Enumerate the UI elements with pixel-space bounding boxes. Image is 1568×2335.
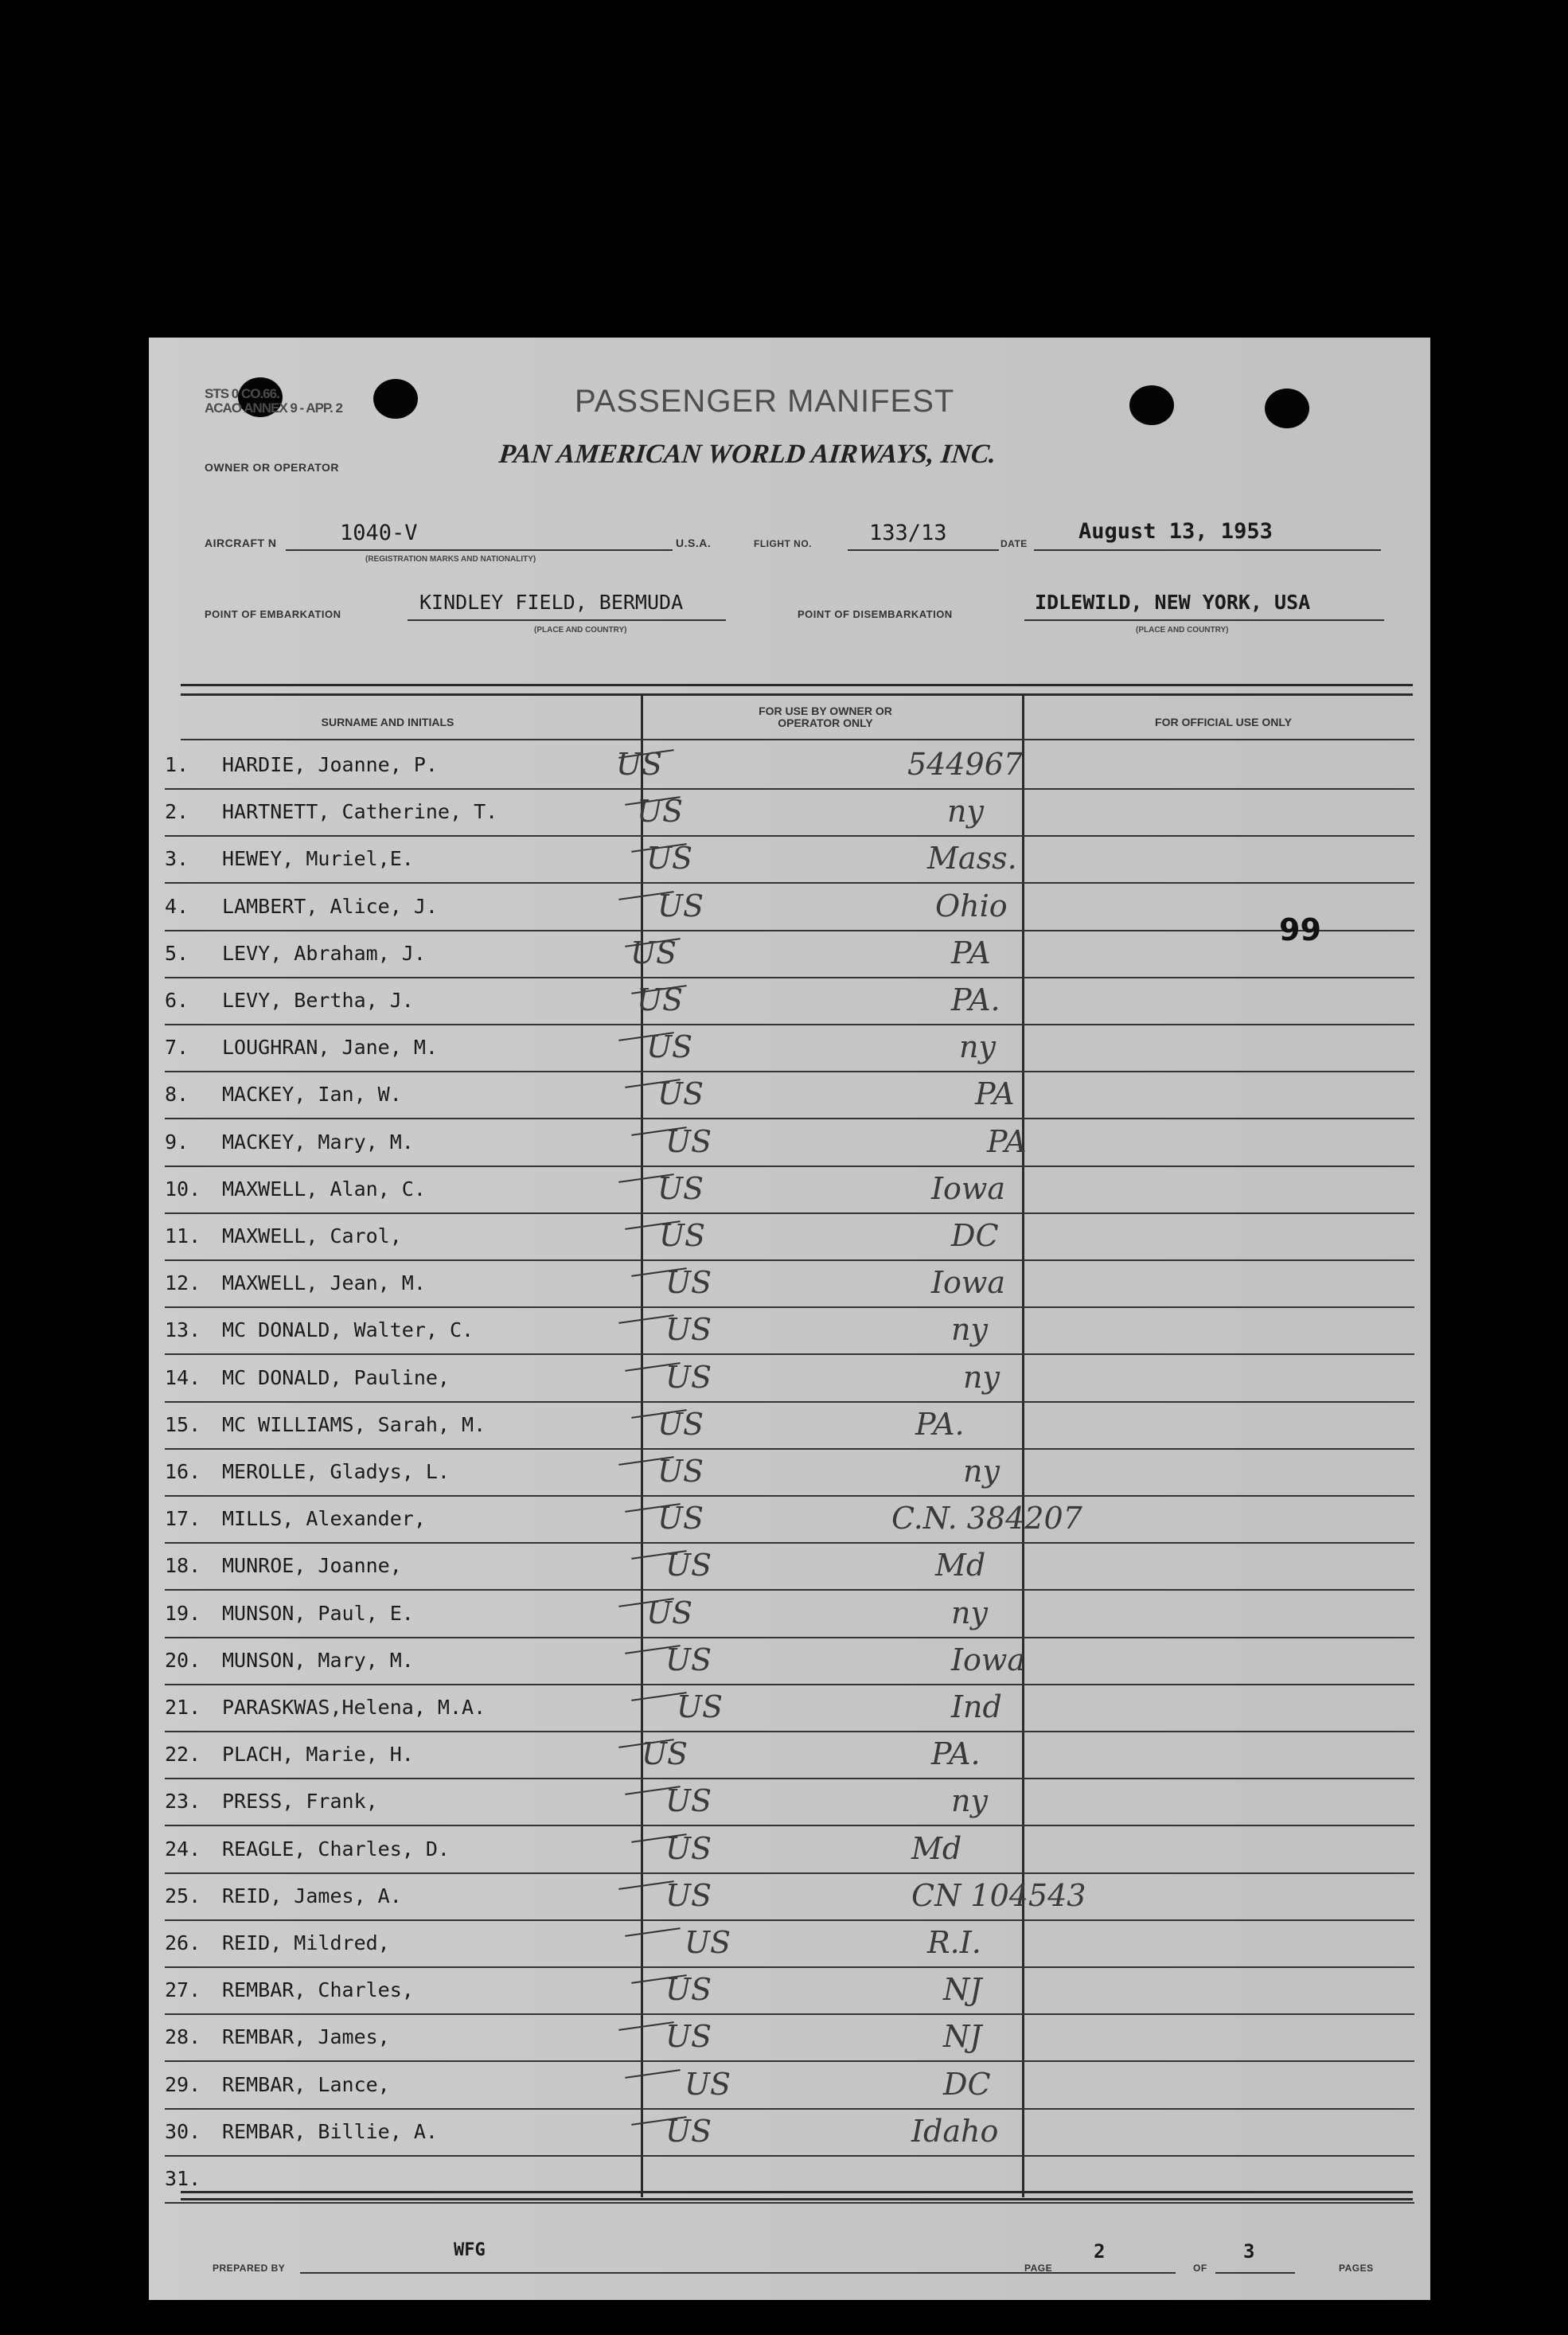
official-use-entry: NJ — [943, 1972, 982, 2008]
form-code-line1: STS 0 CO.66. — [205, 386, 279, 401]
passenger-name — [165, 895, 438, 918]
page-number: 2 — [1094, 2240, 1106, 2263]
passenger-name-text: MUNSON, Paul, E. — [222, 1601, 414, 1625]
row-number: 11. — [165, 1224, 201, 1248]
owner-use-entry: US — [657, 888, 704, 923]
check-mark — [625, 2069, 681, 2079]
punch-hole-2 — [373, 379, 418, 419]
table-row — [165, 1025, 1414, 1072]
embark-label: POINT OF EMBARKATION — [205, 608, 341, 620]
passenger-name-text: MILLS, Alexander, — [222, 1507, 426, 1531]
table-row — [165, 1307, 1414, 1355]
table-top-border — [181, 684, 1413, 696]
passenger-name-text: MEROLLE, Gladys, L. — [222, 1460, 450, 1483]
owner-use-entry: US — [657, 1076, 704, 1112]
owner-use-entry: US — [665, 1548, 712, 1583]
form-code-line2: ACAO ANNEX 9 - APP. 2 — [205, 400, 342, 416]
table-row — [165, 978, 1414, 1025]
pages-label: PAGES — [1339, 2263, 1374, 2274]
official-use-entry: Iowa — [951, 1642, 1026, 1677]
date-label: DATE — [1000, 538, 1028, 549]
row-number: 13. — [165, 1318, 201, 1342]
passenger-name-text: MACKEY, Ian, W. — [222, 1083, 402, 1107]
owner-use-entry: US — [665, 2019, 712, 2055]
row-number: 9. — [165, 1130, 189, 1154]
table-row — [165, 1402, 1414, 1450]
official-use-entry: Md — [911, 1830, 962, 1866]
official-use-entry: ny — [947, 794, 984, 830]
airline-name: PAN AMERICAN WORLD AIRWAYS, INC. — [497, 439, 998, 469]
passenger-name-text: REID, Mildred, — [222, 1931, 390, 1954]
passenger-name-text: LAMBERT, Alice, J. — [222, 894, 438, 918]
of-number: 3 — [1243, 2240, 1255, 2263]
table-row — [165, 836, 1414, 884]
owner-use-entry: US — [657, 1406, 704, 1442]
row-number: 12. — [165, 1271, 201, 1295]
official-use-entry: C.N. 384207 — [891, 1501, 1082, 1536]
embark-sub-label: (PLACE AND COUNTRY) — [534, 626, 627, 635]
passenger-name-text: REID, James, A. — [222, 1884, 402, 1907]
passenger-name — [165, 847, 414, 870]
table-row — [165, 1213, 1414, 1261]
official-use-entry: Ohio — [935, 888, 1008, 923]
passenger-name — [165, 1036, 438, 1059]
official-use-entry: PA — [975, 1076, 1015, 1112]
prepared-by-value: WFG — [454, 2240, 486, 2260]
official-use-entry: ny — [959, 1029, 996, 1065]
column-header-owner-use: FOR USE BY OWNER OR OPERATOR ONLY — [759, 705, 892, 729]
owner-use-entry: US — [665, 1783, 712, 1819]
passenger-name — [165, 2025, 390, 2048]
check-mark — [625, 1927, 681, 1937]
count-annotation: 99 — [1279, 912, 1321, 947]
passenger-name-text: MAXWELL, Jean, M. — [222, 1271, 426, 1295]
disembark-value: IDLEWILD, NEW YORK, USA — [1035, 591, 1311, 614]
passenger-name — [165, 1837, 450, 1861]
disembark-underline — [1024, 619, 1384, 621]
row-number: 18. — [165, 1554, 201, 1578]
passenger-name-text: REMBAR, James, — [222, 2025, 390, 2049]
official-use-entry: ny — [951, 1312, 988, 1348]
disembark-sub-label: (PLACE AND COUNTRY) — [1136, 626, 1229, 635]
row-number: 15. — [165, 1412, 201, 1436]
row-number: 19. — [165, 1601, 201, 1625]
official-use-entry: ny — [963, 1454, 1000, 1489]
passenger-name — [165, 1649, 414, 1672]
form-code — [205, 387, 342, 416]
row-number: 28. — [165, 2025, 201, 2049]
passenger-name-text: PLACH, Marie, H. — [222, 1743, 414, 1767]
passenger-name-text: MC DONALD, Pauline, — [222, 1365, 450, 1389]
manifest-sheet — [149, 338, 1430, 2300]
official-use-entry: PA — [951, 935, 991, 970]
row-number: 14. — [165, 1365, 201, 1389]
passenger-name-text: MACKEY, Mary, M. — [222, 1130, 414, 1154]
row-number: 27. — [165, 1978, 201, 2002]
official-use-entry: Mass. — [927, 841, 1017, 877]
row-number: 25. — [165, 1884, 201, 1907]
passenger-name — [165, 1931, 390, 1954]
passenger-name — [165, 800, 497, 823]
row-number: 17. — [165, 1507, 201, 1531]
embark-underline — [408, 619, 726, 621]
disembark-label: POINT OF DISEMBARKATION — [798, 608, 953, 620]
passenger-name — [165, 1318, 474, 1341]
passenger-name — [165, 1507, 426, 1530]
official-use-entry: PA — [987, 1123, 1027, 1159]
row-number: 31. — [165, 2167, 201, 2190]
passenger-name-text: LEVY, Bertha, J. — [222, 989, 414, 1012]
official-use-entry: NJ — [943, 2019, 982, 2055]
row-number: 24. — [165, 1837, 201, 1861]
official-use-entry: Iowa — [931, 1265, 1006, 1301]
passenger-name — [165, 989, 414, 1012]
official-use-entry: ny — [951, 1595, 988, 1630]
row-number: 2. — [165, 800, 189, 824]
table-row — [165, 1967, 1414, 2015]
passenger-name — [165, 2167, 222, 2190]
of-label: OF — [1193, 2263, 1207, 2274]
passenger-name — [165, 942, 426, 965]
aircraft-underline — [286, 549, 673, 551]
passenger-name-text: HARDIE, Joanne, P. — [222, 753, 438, 776]
passenger-name-text: REMBAR, Lance, — [222, 2072, 390, 2096]
owner-use-entry: US — [665, 1877, 712, 1913]
table-row — [165, 1119, 1414, 1167]
table-row — [165, 1072, 1414, 1119]
row-number: 16. — [165, 1460, 201, 1483]
row-number: 4. — [165, 894, 189, 918]
row-number: 20. — [165, 1648, 201, 1672]
row-number: 3. — [165, 847, 189, 871]
embark-value: KINDLEY FIELD, BERMUDA — [419, 591, 684, 614]
owner-use-entry: US — [665, 1312, 712, 1348]
official-use-entry: Idaho — [911, 2113, 999, 2149]
official-use-entry: CN 104543 — [911, 1877, 1086, 1913]
owner-use-entry: US — [665, 1359, 712, 1395]
owner-use-entry: US — [637, 794, 684, 830]
passenger-name — [165, 1978, 414, 2001]
table-row — [165, 1779, 1414, 1826]
page-label: PAGE — [1024, 2263, 1053, 2274]
table-row — [165, 1496, 1414, 1544]
official-use-entry: Ind — [951, 1689, 1002, 1724]
header-underline — [181, 739, 1414, 740]
passenger-name — [165, 1130, 414, 1154]
passenger-name — [165, 1696, 486, 1719]
official-use-entry: PA. — [951, 982, 1000, 1017]
row-number: 1. — [165, 753, 189, 776]
row-number: 5. — [165, 941, 189, 965]
owner-use-entry: US — [665, 2113, 712, 2149]
passenger-name-text: LOUGHRAN, Jane, M. — [222, 1036, 438, 1060]
owner-use-entry: US — [657, 1501, 704, 1536]
row-number: 7. — [165, 1036, 189, 1060]
official-use-entry: Md — [935, 1548, 986, 1583]
passenger-name — [165, 1460, 450, 1483]
official-use-entry: ny — [951, 1783, 988, 1819]
owner-use-entry: US — [642, 1736, 688, 1772]
owner-use-entry: US — [646, 841, 693, 877]
row-number: 26. — [165, 1931, 201, 1954]
aircraft-sub-label: (REGISTRATION MARKS AND NATIONALITY) — [365, 555, 536, 564]
official-use-entry: R.I. — [927, 1925, 981, 1960]
passenger-name-text: MAXWELL, Alan, C. — [222, 1177, 426, 1201]
date-underline — [1034, 549, 1381, 551]
row-number: 29. — [165, 2072, 201, 2096]
passenger-name-text: HEWEY, Muriel,E. — [222, 847, 414, 871]
official-use-entry: ny — [963, 1359, 1000, 1395]
row-number: 22. — [165, 1743, 201, 1767]
owner-use-entry: US — [685, 1925, 731, 1960]
official-use-entry: PA. — [931, 1736, 981, 1772]
owner-use-entry: US — [665, 1642, 712, 1677]
passenger-name-text: REAGLE, Charles, D. — [222, 1837, 450, 1861]
official-use-entry: DC — [951, 1218, 999, 1253]
official-use-entry: PA. — [915, 1406, 965, 1442]
passenger-name — [165, 2120, 438, 2143]
passenger-name-text: MUNROE, Joanne, — [222, 1554, 402, 1578]
owner-use-entry: US — [657, 1454, 704, 1489]
table-row — [165, 1873, 1414, 1921]
owner-use-entry: US — [665, 1972, 712, 2008]
passenger-name — [165, 1743, 414, 1766]
passenger-name-text: PARASKWAS,Helena, M.A. — [222, 1696, 486, 1719]
passenger-name — [165, 1413, 486, 1436]
column-header-official-use: FOR OFFICIAL USE ONLY — [1155, 716, 1292, 728]
owner-use-entry: US — [665, 1830, 712, 1866]
flight-label: FLIGHT NO. — [754, 538, 812, 549]
row-number: 10. — [165, 1177, 201, 1201]
table-row — [165, 1826, 1414, 1874]
table-row — [165, 1260, 1414, 1308]
table-row — [165, 1166, 1414, 1214]
passenger-name-text: REMBAR, Billie, A. — [222, 2119, 438, 2143]
owner-use-entry: US — [665, 1265, 712, 1301]
punch-hole-3 — [1129, 385, 1174, 425]
aircraft-label: AIRCRAFT N — [205, 537, 277, 549]
row-number: 30. — [165, 2119, 201, 2143]
table-row — [165, 742, 1414, 790]
owner-use-entry: US — [677, 1689, 724, 1724]
punch-hole-4 — [1265, 389, 1309, 428]
owner-use-entry: US — [685, 2066, 731, 2102]
table-row — [165, 1732, 1414, 1779]
owner-use-entry: US — [659, 1218, 706, 1253]
table-row — [165, 931, 1414, 978]
row-number: 21. — [165, 1696, 201, 1719]
table-row — [165, 1591, 1414, 1638]
pages-underline — [1215, 2272, 1295, 2274]
passenger-name — [165, 1083, 402, 1106]
table-row — [165, 2062, 1414, 2110]
owner-use-entry: US — [657, 1170, 704, 1206]
table-row — [165, 2014, 1414, 2062]
owner-use-entry: US — [616, 747, 663, 782]
table-row — [165, 1920, 1414, 1968]
owner-use-entry: US — [646, 1029, 693, 1065]
passenger-name — [165, 1790, 378, 1813]
passenger-name-text: MUNSON, Mary, M. — [222, 1648, 414, 1672]
column-header-name: SURNAME AND INITIALS — [321, 716, 454, 728]
passenger-name — [165, 1884, 402, 1907]
owner-use-entry: US — [630, 935, 677, 970]
table-row — [165, 1449, 1414, 1497]
table-row — [165, 1685, 1414, 1732]
passenger-name — [165, 1177, 426, 1201]
official-use-entry: Iowa — [931, 1170, 1006, 1206]
table-row — [165, 1638, 1414, 1685]
official-use-entry: 544967 — [907, 747, 1024, 782]
passenger-name — [165, 1271, 426, 1294]
row-rule — [165, 2202, 1414, 2204]
passenger-name-text: LEVY, Abraham, J. — [222, 941, 426, 965]
usa-label: U.S.A. — [676, 537, 712, 549]
table-row — [165, 884, 1414, 931]
page-title: PASSENGER MANIFEST — [575, 384, 955, 419]
passenger-name — [165, 2073, 390, 2096]
passenger-name-text: REMBAR, Charles, — [222, 1978, 414, 2002]
row-number: 8. — [165, 1083, 189, 1107]
passenger-name-text: PRESS, Frank, — [222, 1790, 378, 1814]
table-row — [165, 1355, 1414, 1403]
owner-use-entry: US — [665, 1123, 712, 1159]
prepared-by-label: PREPARED BY — [213, 2263, 286, 2274]
passenger-name — [165, 1366, 450, 1389]
passenger-name-text: MC WILLIAMS, Sarah, M. — [222, 1412, 486, 1436]
row-number: 23. — [165, 1790, 201, 1814]
owner-use-entry: US — [646, 1595, 693, 1630]
passenger-name — [165, 1602, 414, 1625]
table-row — [165, 1543, 1414, 1591]
passenger-name-text: MAXWELL, Carol, — [222, 1224, 402, 1248]
date-value: August 13, 1953 — [1078, 519, 1273, 544]
flight-underline — [848, 549, 999, 551]
aircraft-value: 1040-V — [340, 521, 418, 545]
official-use-entry: DC — [943, 2066, 991, 2102]
flight-value: 133/13 — [869, 521, 947, 545]
passenger-name — [165, 1224, 402, 1248]
passenger-name-text: MC DONALD, Walter, C. — [222, 1318, 474, 1342]
table-row — [165, 789, 1414, 837]
table-bottom-border — [181, 2191, 1413, 2200]
table-row — [165, 2109, 1414, 2157]
passenger-name — [165, 1554, 402, 1577]
passenger-name — [165, 753, 438, 776]
passenger-name-text: HARTNETT, Catherine, T. — [222, 800, 498, 824]
row-number: 6. — [165, 989, 189, 1012]
owner-use-entry: US — [637, 982, 684, 1017]
owner-operator-label: OWNER OR OPERATOR — [205, 461, 339, 474]
